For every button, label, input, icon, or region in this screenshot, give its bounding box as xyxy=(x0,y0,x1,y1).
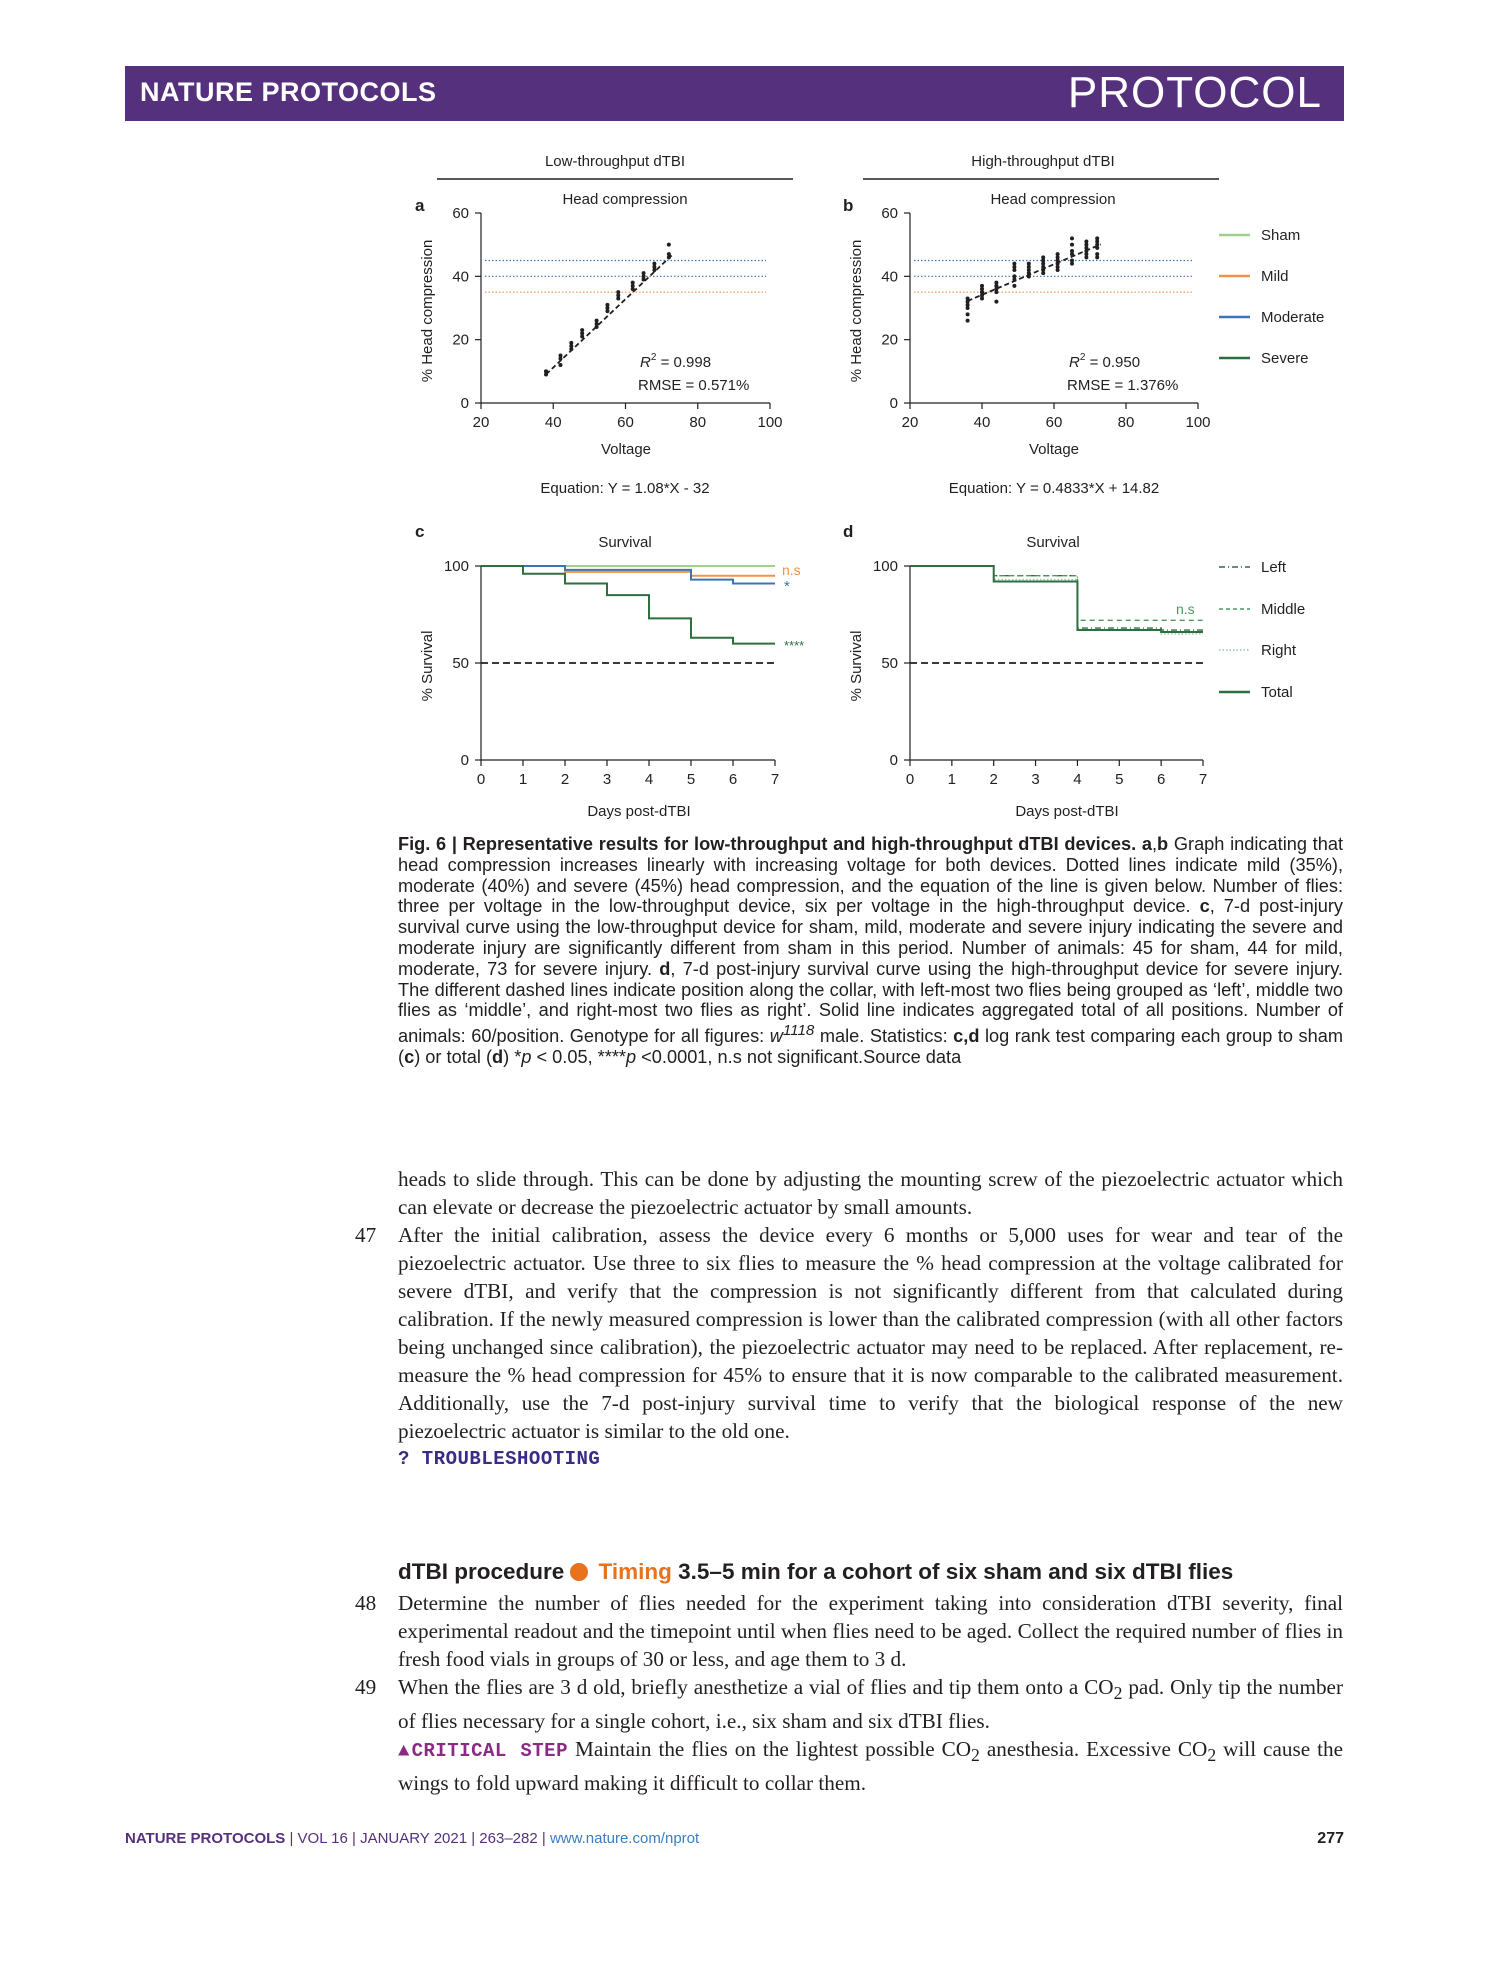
data-point xyxy=(652,268,656,272)
legend-label-left: Left xyxy=(1261,559,1287,576)
timing-dot-icon xyxy=(570,1563,588,1581)
data-point xyxy=(1095,236,1099,240)
data-point xyxy=(1056,268,1060,272)
panel-a-ylabel: % Head compression xyxy=(419,239,436,383)
critical-text-a: Maintain the flies on the lightest possible CO xyxy=(568,1737,972,1762)
panel-b-xlabel: Voltage xyxy=(1028,441,1080,458)
data-point xyxy=(1056,259,1060,263)
chart-c xyxy=(444,558,779,788)
panel-c-title: Survival xyxy=(598,534,652,551)
protocol-body xyxy=(355,1165,1343,1473)
panel-c-4star-annotation: **** xyxy=(784,638,805,653)
data-point xyxy=(1012,278,1016,282)
caption-d-text: , 7-d post-injury survival curve using the high-throughput device for severe injury. The different dashed lines indicate position along the collar, with left-most two flies being grouped as ‘left’, middle two flies as ‘middle’, and right-most two flies as right’. Solid line indicates aggregated total of all positions. Number of animals: 60/position. Genotype for all figures: xyxy=(398,958,1343,1047)
legend-label-right: Right xyxy=(1261,642,1297,659)
data-point xyxy=(1056,252,1060,256)
chart-d xyxy=(873,558,1207,788)
data-point xyxy=(1084,246,1088,250)
caption-p1: p xyxy=(521,1047,532,1068)
troubleshooting-link[interactable]: ? TROUBLESHOOTING xyxy=(398,1448,601,1470)
data-point xyxy=(667,243,671,247)
x-tick-label: 3 xyxy=(602,771,612,788)
data-point xyxy=(994,300,998,304)
figure-caption xyxy=(398,834,1343,1068)
panel-a-equation-prefix: Equation: xyxy=(540,480,608,497)
data-point xyxy=(1027,274,1031,278)
caption-c-text: , 7-d post-injury survival curve using the low-throughput device for sham, mild, moderate and severe injury indicating the severe and moderate injury are significantly different from sham in this period. Number of animals: 45 for sham, 44 for mild, moderate, 73 for severe injury. xyxy=(398,896,1343,979)
x-tick-label: 20 xyxy=(901,414,919,431)
panel-c-ylabel: % Survival xyxy=(419,630,436,702)
data-point xyxy=(1041,262,1045,266)
data-point xyxy=(616,290,620,294)
caption-stats-text6: <0.0001, n.s not significant.Source data xyxy=(636,1047,962,1068)
chart-a xyxy=(452,205,782,431)
co2-subscript: 2 xyxy=(1207,1745,1217,1766)
data-point xyxy=(1070,262,1074,266)
data-point xyxy=(642,271,646,275)
caption-genotype: w xyxy=(769,1026,783,1047)
panel-b-equation xyxy=(949,480,1159,497)
step-text: Determine the number of flies needed for the experiment taking into consideration dTBI severity, final experimental readout and the timepoint until when flies need to be aged. Collect the required number of flies in fresh food vials in groups of 30 or less, and age them to 3 d. xyxy=(398,1591,1343,1671)
panel-a-r2-exponent: 2 xyxy=(650,352,657,363)
data-point xyxy=(980,297,984,301)
legend-label-mild: Mild xyxy=(1261,268,1289,285)
panel-a-equation-body: Y = 1.08*X - 32 xyxy=(607,480,710,497)
panel-b-equation-body: Y = 0.4833*X + 14.82 xyxy=(1016,480,1160,497)
panel-d-ns-annotation: n.s xyxy=(1176,601,1195,617)
caption-d-label: d xyxy=(659,958,671,979)
data-point xyxy=(569,347,573,351)
caption-a-label: a xyxy=(1141,834,1152,854)
data-point xyxy=(994,284,998,288)
x-tick-label: 40 xyxy=(544,414,562,431)
x-tick-label: 2 xyxy=(560,771,570,788)
data-point xyxy=(1070,243,1074,247)
data-point xyxy=(1084,240,1088,244)
section-heading xyxy=(398,1559,1233,1585)
severity-legend xyxy=(1219,227,1324,367)
footer-url-link[interactable]: www.nature.com/nprot xyxy=(549,1830,700,1847)
data-point xyxy=(966,303,970,307)
x-tick-label: 1 xyxy=(947,771,957,788)
x-tick-label: 5 xyxy=(686,771,696,788)
critical-step-label: ▲CRITICAL STEP xyxy=(398,1740,568,1763)
x-tick-label: 1 xyxy=(518,771,528,788)
data-point xyxy=(1027,265,1031,269)
caption-stats-text2: log rank test comparing each group to sham ( xyxy=(398,1026,1343,1068)
chart-b xyxy=(881,205,1210,431)
panel-c-star-annotation: * xyxy=(784,578,790,595)
y-tick-label: 0 xyxy=(460,752,469,769)
caption-stats-text5: < 0.05, **** xyxy=(531,1047,626,1068)
position-legend xyxy=(1219,559,1305,701)
panel-letter-d: d xyxy=(843,522,854,541)
step-number: 49 xyxy=(355,1675,377,1699)
data-point xyxy=(631,281,635,285)
panel-c-xlabel: Days post-dTBI xyxy=(587,803,691,820)
panel-b-r2-value: = 0.950 xyxy=(1085,354,1141,371)
caption-fig-label: Fig. 6 | Representative results for low-throughput and high-throughput dTBI devices. xyxy=(398,834,1137,854)
data-point xyxy=(595,325,599,329)
x-tick-label: 60 xyxy=(1045,414,1063,431)
data-point xyxy=(1041,255,1045,259)
x-tick-label: 100 xyxy=(757,414,783,431)
legend-label-sham: Sham xyxy=(1261,227,1301,244)
panel-a-equation xyxy=(540,480,709,497)
data-point xyxy=(642,278,646,282)
step-48 xyxy=(355,1589,1343,1673)
step-text-b: pad. Only tip the number of flies necessary for a single cohort, i.e., six sham and six dTBI flies. xyxy=(398,1675,1343,1734)
y-tick-label: 60 xyxy=(452,205,469,222)
series-line-middle xyxy=(910,566,1203,620)
section-title: dTBI procedure xyxy=(398,1559,565,1584)
caption-genotype-sup: 1118 xyxy=(782,1022,815,1040)
x-tick-label: 6 xyxy=(728,771,738,788)
panel-a-xlabel: Voltage xyxy=(600,441,652,458)
data-point xyxy=(595,319,599,323)
data-point xyxy=(966,319,970,323)
x-tick-label: 3 xyxy=(1031,771,1040,788)
panel-b-equation-prefix: Equation: xyxy=(948,480,1017,497)
panel-a-rmse: RMSE = 0.571% xyxy=(638,377,750,394)
critical-text-b: anesthesia. Excessive CO xyxy=(979,1737,1208,1762)
legend-label-middle: Middle xyxy=(1261,601,1306,618)
y-tick-label: 100 xyxy=(443,558,469,575)
x-tick-label: 7 xyxy=(770,771,780,788)
data-point xyxy=(966,297,970,301)
x-tick-label: 100 xyxy=(1185,414,1211,431)
caption-stats-text: male. Statistics: xyxy=(814,1026,954,1047)
data-point xyxy=(994,290,998,294)
data-point xyxy=(1084,252,1088,256)
data-point xyxy=(652,262,656,266)
panel-b-rmse: RMSE = 1.376% xyxy=(1067,377,1179,394)
x-tick-label: 0 xyxy=(476,771,486,788)
caption-stats-d: d xyxy=(492,1047,504,1068)
paragraph-continued: heads to slide through. This can be done by adjusting the mounting screw of the piezoelectric actuator which can elevate or decrease the piezoelectric actuator by small amounts. xyxy=(398,1167,1343,1219)
journal-name: NATURE PROTOCOLS xyxy=(140,77,437,107)
caption-b-label: b xyxy=(1157,834,1169,854)
critical-step xyxy=(398,1735,1343,1797)
footer-citation xyxy=(125,1830,699,1847)
y-tick-label: 20 xyxy=(881,331,898,349)
step-text: After the initial calibration, assess the device every 6 months or 5,000 uses for wear and tear of the piezoelectric actuator. Use three to six flies to measure the % head compression at the voltage calibrated for severe dTBI, and verify that the compression is not significantly different from that calculated during calibration. If the newly measured compression is lower than the calibrated compression (with all other factors being unchanged since calibration), the piezoelectric actuator may need to be replaced. After replacement, re-measure the % head compression for 45% to ensure that it is now comparable to the calibrated measurement. Additionally, use the 7-d post-injury survival time to verify that the biological response of the new piezoelectric actuator is similar to the old one. xyxy=(398,1223,1343,1443)
panel-d-xlabel: Days post-dTBI xyxy=(1015,803,1119,820)
panel-b-r2-exponent: 2 xyxy=(1079,352,1086,363)
x-tick-label: 4 xyxy=(1073,771,1082,788)
co2-subscript: 2 xyxy=(1113,1683,1123,1704)
panel-letter-b: b xyxy=(843,196,854,215)
caption-stats-cd: c,d xyxy=(953,1026,980,1047)
x-tick-label: 0 xyxy=(905,771,915,788)
x-tick-label: 80 xyxy=(1117,414,1135,431)
data-point xyxy=(580,328,584,332)
panel-d-title: Survival xyxy=(1026,534,1080,551)
group-title-high: High-throughput dTBI xyxy=(971,153,1115,170)
data-point xyxy=(1012,265,1016,269)
group-title-low: Low-throughput dTBI xyxy=(544,153,686,170)
y-tick-label: 0 xyxy=(889,752,898,769)
y-tick-label: 60 xyxy=(881,205,898,222)
x-tick-label: 80 xyxy=(689,414,707,431)
x-tick-label: 5 xyxy=(1115,771,1124,788)
data-point xyxy=(1070,249,1074,253)
y-tick-label: 50 xyxy=(452,655,469,672)
data-point xyxy=(569,341,573,345)
caption-ab-text: Graph indicating that head compression increases linearly with increasing voltage for both devices. Dotted lines indicate mild (35%), moderate (40%) and severe (45%) head compression, and the equation of the line is given below. Number of flies: three per voltage in the low-throughput device, six per voltage in the high-throughput device. xyxy=(398,834,1343,917)
data-point xyxy=(605,303,609,307)
panel-d-ylabel: % Survival xyxy=(848,630,865,702)
legend-label-total: Total xyxy=(1261,684,1293,701)
data-point xyxy=(544,369,548,373)
y-tick-label: 20 xyxy=(452,331,469,349)
procedure-steps xyxy=(355,1589,1343,1797)
panel-letter-c: c xyxy=(415,522,425,541)
step-text-a: When the flies are 3 d old, briefly anesthetize a vial of flies and tip them onto a CO xyxy=(398,1675,1114,1699)
step-49 xyxy=(355,1673,1343,1735)
panel-a-r2-value: = 0.998 xyxy=(656,354,712,371)
x-tick-label: 60 xyxy=(617,414,634,431)
data-point xyxy=(558,363,562,367)
data-point xyxy=(1012,284,1016,288)
step-number: 48 xyxy=(355,1591,377,1615)
data-point xyxy=(1070,236,1074,240)
panel-c-ns-annotation: n.s xyxy=(782,562,801,578)
panel-a-r2 xyxy=(640,352,711,371)
x-tick-label: 2 xyxy=(989,771,998,788)
data-point xyxy=(558,354,562,358)
panel-b-ylabel: % Head compression xyxy=(848,239,865,383)
panel-letter-a: a xyxy=(415,196,425,215)
y-tick-label: 40 xyxy=(452,268,469,286)
panel-a-r2-symbol: R xyxy=(640,354,651,371)
data-point xyxy=(1041,271,1045,275)
panel-b-title: Head compression xyxy=(990,191,1116,208)
panel-b-r2-symbol: R xyxy=(1069,354,1080,371)
data-point xyxy=(1095,255,1099,259)
panel-b-r2 xyxy=(1069,352,1140,371)
y-tick-label: 0 xyxy=(889,395,898,412)
page-number: 277 xyxy=(1317,1830,1344,1847)
legend-label-moderate: Moderate xyxy=(1261,309,1325,326)
article-type: PROTOCOL xyxy=(1067,68,1322,117)
x-tick-label: 20 xyxy=(472,414,490,431)
caption-stats-c: c xyxy=(404,1047,415,1068)
data-point xyxy=(1095,243,1099,247)
caption-p2: p xyxy=(626,1047,637,1068)
critical-text-c: will cause the wings to fold upward making it difficult to collar them. xyxy=(398,1737,1343,1796)
x-tick-label: 4 xyxy=(644,771,654,788)
timing-text: 3.5–5 min for a cohort of six sham and six dTBI flies xyxy=(678,1559,1234,1584)
caption-stats-text3: ) or total ( xyxy=(414,1047,493,1068)
y-tick-label: 50 xyxy=(881,655,898,672)
x-tick-label: 7 xyxy=(1198,771,1208,788)
footer-brand: NATURE PROTOCOLS xyxy=(125,1830,286,1847)
data-point xyxy=(966,312,970,316)
caption-c-label: c xyxy=(1199,896,1210,917)
caption-ab-comma: , xyxy=(1151,834,1158,854)
figure-6 xyxy=(0,0,1489,830)
timing-label: Timing xyxy=(598,1559,672,1584)
data-point xyxy=(667,252,671,256)
data-point xyxy=(980,284,984,288)
y-tick-label: 40 xyxy=(881,268,898,286)
footer-volume: | VOL 16 | JANUARY 2021 | 263–282 | xyxy=(285,1830,550,1847)
x-tick-label: 40 xyxy=(973,414,991,431)
data-point xyxy=(980,290,984,294)
caption-stats-text4: ) * xyxy=(503,1047,522,1068)
step-number: 47 xyxy=(355,1223,377,1247)
legend-label-severe: Severe xyxy=(1261,350,1309,367)
y-tick-label: 0 xyxy=(460,395,469,412)
series-line-severe xyxy=(481,566,775,644)
co2-subscript: 2 xyxy=(971,1745,980,1766)
y-tick-label: 100 xyxy=(872,558,898,575)
x-tick-label: 6 xyxy=(1156,771,1166,788)
panel-a-title: Head compression xyxy=(562,191,688,208)
step-47 xyxy=(355,1221,1343,1445)
figure-canvas xyxy=(0,0,1489,830)
